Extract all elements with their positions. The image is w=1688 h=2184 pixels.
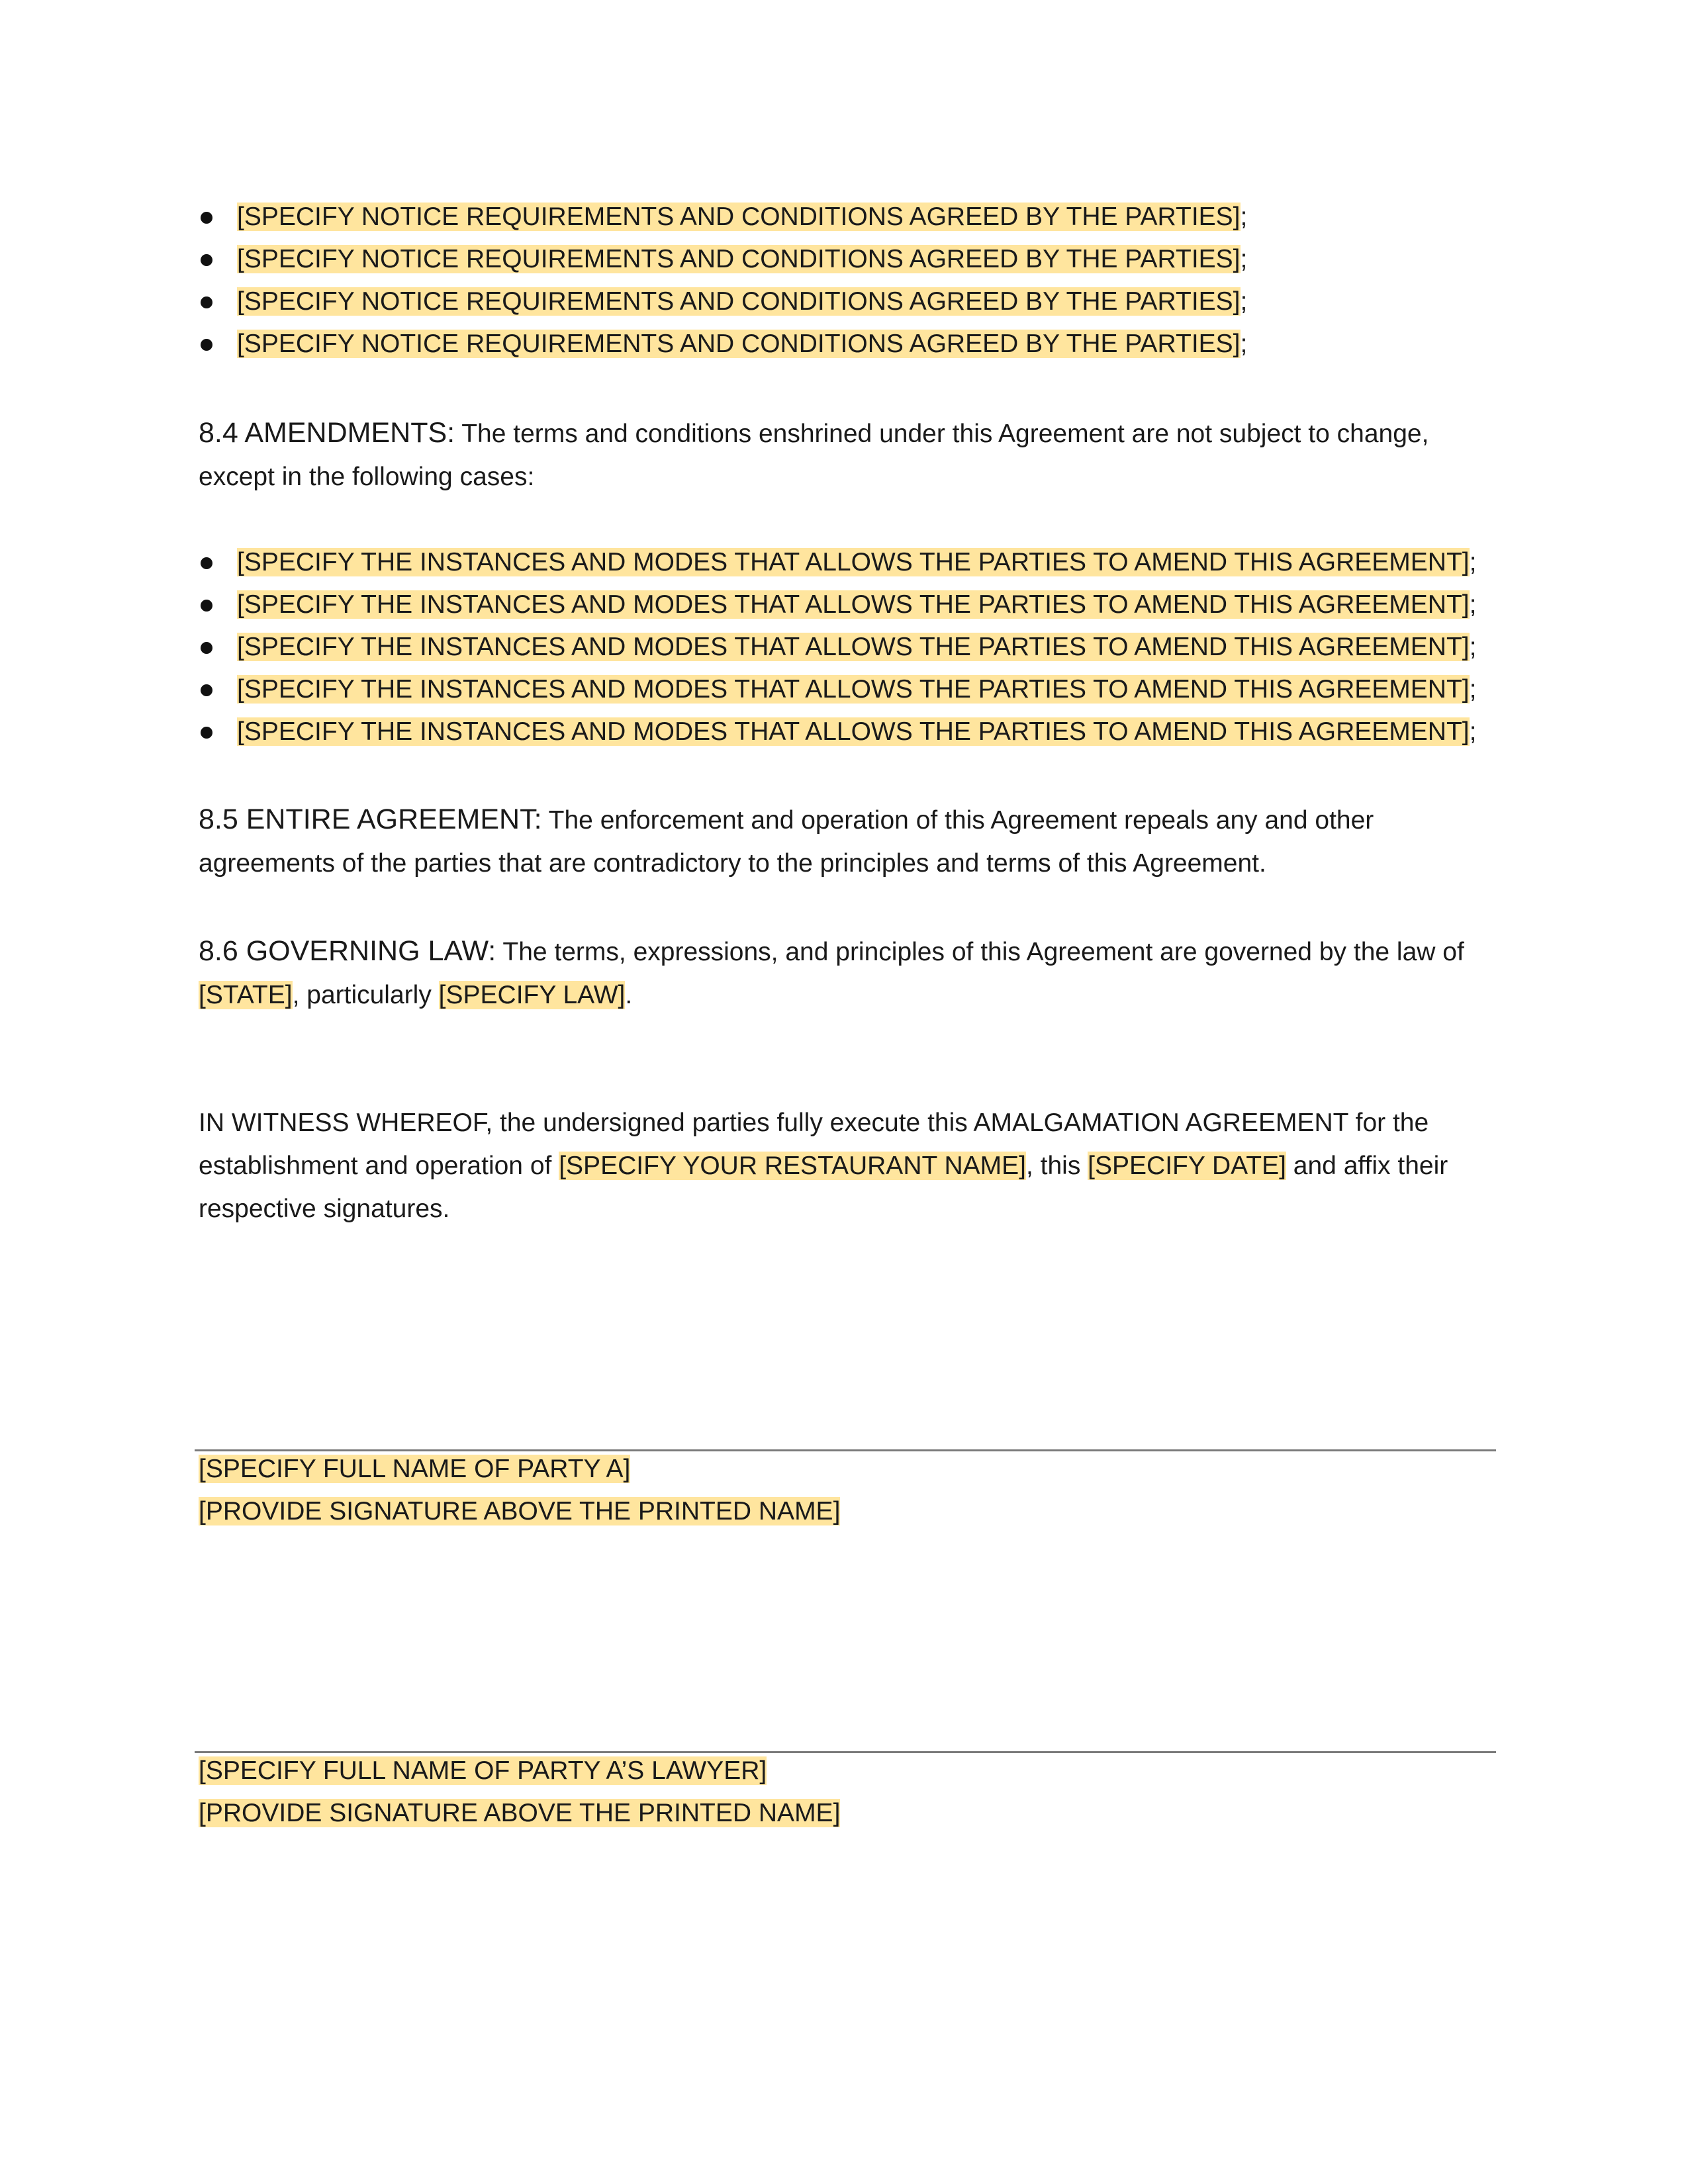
bullet-icon	[201, 557, 212, 569]
list-item: [SPECIFY THE INSTANCES AND MODES THAT ALLOWS THE PARTIES TO AMEND THIS AGREEMENT];	[199, 711, 1476, 753]
list-item: [SPECIFY THE INSTANCES AND MODES THAT ALLOWS THE PARTIES TO AMEND THIS AGREEMENT];	[199, 626, 1476, 668]
witness-clause: IN WITNESS WHEREOF, the undersigned parties fully execute this AMALGAMATION AGREEMENT for the establishment and operation of [SPECIFY YOUR RESTAURANT NAME], this [SPECIFY DATE] and affix their respective signatures.	[199, 1109, 1448, 1223]
entire-agreement-clause	[199, 798, 1496, 885]
notice-bullet-list	[199, 196, 1247, 365]
list-item: [SPECIFY NOTICE REQUIREMENTS AND CONDITIONS AGREED BY THE PARTIES];	[199, 238, 1247, 281]
bullet-icon	[201, 254, 212, 266]
list-item: [SPECIFY THE INSTANCES AND MODES THAT ALLOWS THE PARTIES TO AMEND THIS AGREEMENT];	[199, 584, 1476, 626]
bullet-icon	[201, 296, 212, 308]
bullet-icon	[201, 212, 212, 224]
list-item: [SPECIFY NOTICE REQUIREMENTS AND CONDITIONS AGREED BY THE PARTIES];	[199, 323, 1247, 365]
governing-law-heading: 8.6 GOVERNING LAW:	[199, 935, 496, 967]
entire-agreement-heading: 8.5 ENTIRE AGREEMENT:	[199, 803, 542, 835]
law-placeholder: [SPECIFY LAW]	[438, 981, 626, 1009]
bullet-icon	[201, 642, 212, 654]
signature-instruction: [PROVIDE SIGNATURE ABOVE THE PRINTED NAME]	[199, 1799, 841, 1827]
entire-agreement-text: The enforcement and operation of this Agreement repeals any and other agreements of the parties that are contradictory to the principles and terms of this Agreement.	[199, 806, 1374, 878]
signature-instruction: [PROVIDE SIGNATURE ABOVE THE PRINTED NAME]	[199, 1497, 841, 1525]
party-a-name: [SPECIFY FULL NAME OF PARTY A]	[199, 1455, 631, 1483]
list-item: [SPECIFY THE INSTANCES AND MODES THAT ALLOWS THE PARTIES TO AMEND THIS AGREEMENT];	[199, 668, 1476, 711]
signature-block-party-a	[199, 1448, 840, 1533]
list-item: [SPECIFY THE INSTANCES AND MODES THAT ALLOWS THE PARTIES TO AMEND THIS AGREEMENT];	[199, 541, 1476, 584]
amendments-text: The terms and conditions enshrined under this Agreement are not subject to change, except in the following cases:	[199, 420, 1429, 491]
state-placeholder: [STATE]	[199, 981, 293, 1009]
restaurant-name-placeholder: [SPECIFY YOUR RESTAURANT NAME]	[559, 1152, 1026, 1180]
bullet-icon	[201, 339, 212, 351]
list-item: [SPECIFY NOTICE REQUIREMENTS AND CONDITIONS AGREED BY THE PARTIES];	[199, 196, 1247, 238]
date-placeholder: [SPECIFY DATE]	[1088, 1152, 1286, 1180]
bullet-icon	[201, 600, 212, 612]
governing-law-clause: 8.6 GOVERNING LAW: The terms, expressions, and principles of this Agreement are governed by the law of [STATE], particularly [SPECIFY LAW].	[199, 935, 1464, 1009]
list-item: [SPECIFY NOTICE REQUIREMENTS AND CONDITIONS AGREED BY THE PARTIES];	[199, 281, 1247, 323]
party-a-lawyer-name: [SPECIFY FULL NAME OF PARTY A’S LAWYER]	[199, 1756, 767, 1785]
amendments-clause	[199, 412, 1496, 498]
signature-block-party-a-lawyer	[199, 1750, 840, 1835]
bullet-icon	[201, 727, 212, 739]
bullet-icon	[201, 684, 212, 696]
amendments-heading: 8.4 AMENDMENTS:	[199, 417, 455, 449]
amendment-bullet-list	[199, 541, 1476, 753]
